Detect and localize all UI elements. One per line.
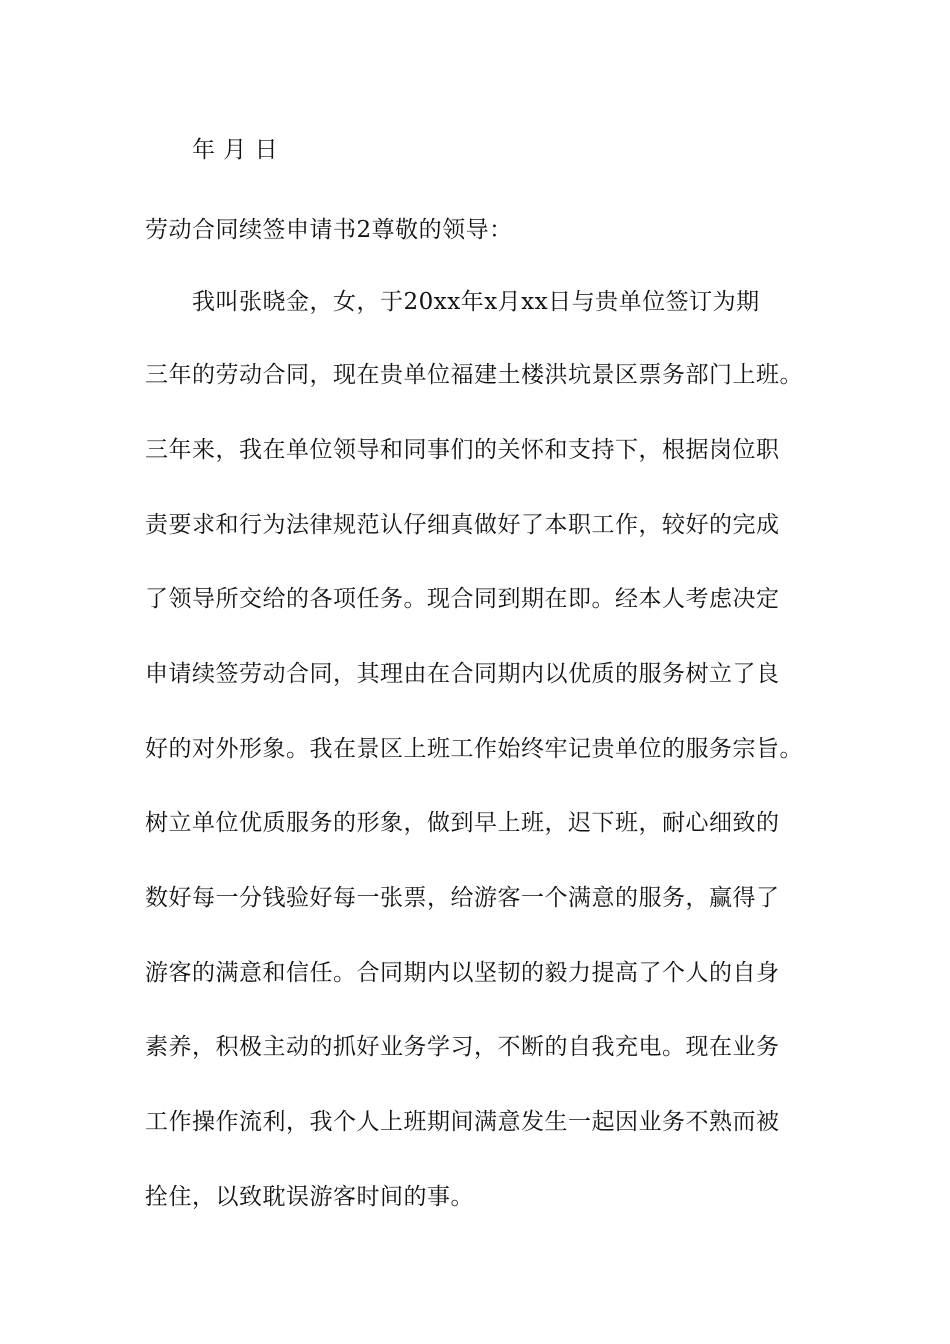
body-line-11: 素养，积极主动的抓好业务学习，不断的自我充电。现在业务: [145, 1034, 780, 1060]
heading-line: 劳动合同续签申请书2尊敬的领导：: [145, 217, 513, 243]
body-line-5: 了领导所交给的各项任务。现合同到期在即。经本人考虑决定: [145, 586, 780, 612]
body-line-8: 树立单位优质服务的形象，做到早上班，迟下班，耐心细致的: [145, 810, 780, 836]
body-line-13: 拴住，以致耽误游客时间的事。: [145, 1184, 474, 1210]
date-line: 年 月 日: [192, 137, 279, 163]
body-line-3: 三年来，我在单位领导和同事们的关怀和支持下，根据岗位职: [145, 437, 780, 463]
body-line-6: 申请续签劳动合同，其理由在合同期内以优质的服务树立了良: [145, 661, 780, 687]
body-line-9: 数好每一分钱验好每一张票，给游客一个满意的服务，赢得了: [145, 885, 780, 911]
body-line-10: 游客的满意和信任。合同期内以坚韧的毅力提高了个人的自身: [145, 960, 780, 986]
body-line-2: 三年的劳动合同，现在贵单位福建土楼洪坑景区票务部门上班。: [145, 362, 803, 388]
body-line-12: 工作操作流利，我个人上班期间满意发生一起因业务不熟而被: [145, 1109, 780, 1135]
body-line-4: 责要求和行为法律规范认仔细真做好了本职工作，较好的完成: [145, 512, 780, 538]
body-line-7: 好的对外形象。我在景区上班工作始终牢记贵单位的服务宗旨。: [145, 736, 803, 762]
body-line-1: 我叫张晓金，女，于20xx年x月xx日与贵单位签订为期: [192, 289, 760, 315]
